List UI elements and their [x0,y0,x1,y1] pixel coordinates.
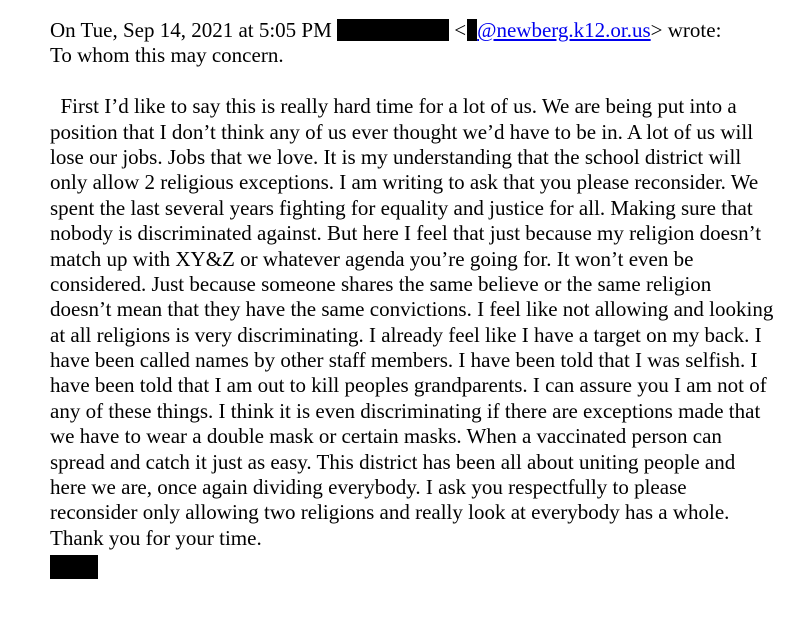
body-line: only allow 2 religious exceptions. I am writing to ask that you please reconsider. We [50,170,759,195]
body-line: we have to wear a double mask or certain masks. When a vaccinated person can [50,424,722,449]
email-header-prefix: On Tue, Sep 14, 2021 at 5:05 PM [50,18,332,42]
body-line: spread and catch it just as easy. This district has been all about uniting people and [50,449,736,474]
body-line: spent the last several years fighting for equality and justice for all. Making sure that [50,195,753,220]
greeting: To whom this may concern. [50,43,284,68]
email-header-line [50,18,806,43]
body-line: Thank you for your time. [50,525,262,550]
email-open-bracket: < [454,18,467,42]
body-line: have been told that I am out to kill peoples grandparents. I can assure you I am not of [50,373,767,398]
body-line: doesn’t mean that they have the same convictions. I feel like not allowing and looking [50,297,774,322]
body-line: First I’d like to say this is really hard time for a lot of us. We are being put into a [50,94,737,119]
body-line: lose our jobs. Jobs that we love. It is my understanding that the school district will [50,144,742,169]
email-header-suffix: > wrote: [650,18,722,42]
body-line: considered. Just because someone shares the same believe or the same religion [50,271,712,296]
body-line: any of these things. I think it is even discriminating if there are exceptions made that [50,398,761,423]
sender-email-link[interactable]: @newberg.k12.or.us [477,18,651,42]
body-line: have been called names by other staff members. I have been told that I was selfish. I [50,348,758,373]
body-line: nobody is discriminated against. But here I feel that just because my religion doesn’t [50,221,762,246]
body-line: here we are, once again dividing everybody. I ask you respectfully to please [50,475,687,500]
message-body [50,94,806,551]
redacted-email-user [467,19,477,41]
body-line: position that I don’t think any of us ever thought we’d have to be in. A lot of us will [50,119,754,144]
body-line: at all religions is very discriminating. I already feel like I have a target on my back. I [50,322,762,347]
redacted-signature [50,555,98,579]
email-document [50,18,806,579]
paragraph-spacer [50,69,806,94]
body-line: reconsider only allowing two religions and really look at everybody has a whole. [50,500,730,525]
body-line: match up with XY&Z or whatever agenda you’re going for. It won’t even be [50,246,694,271]
redacted-sender-name [337,19,449,41]
